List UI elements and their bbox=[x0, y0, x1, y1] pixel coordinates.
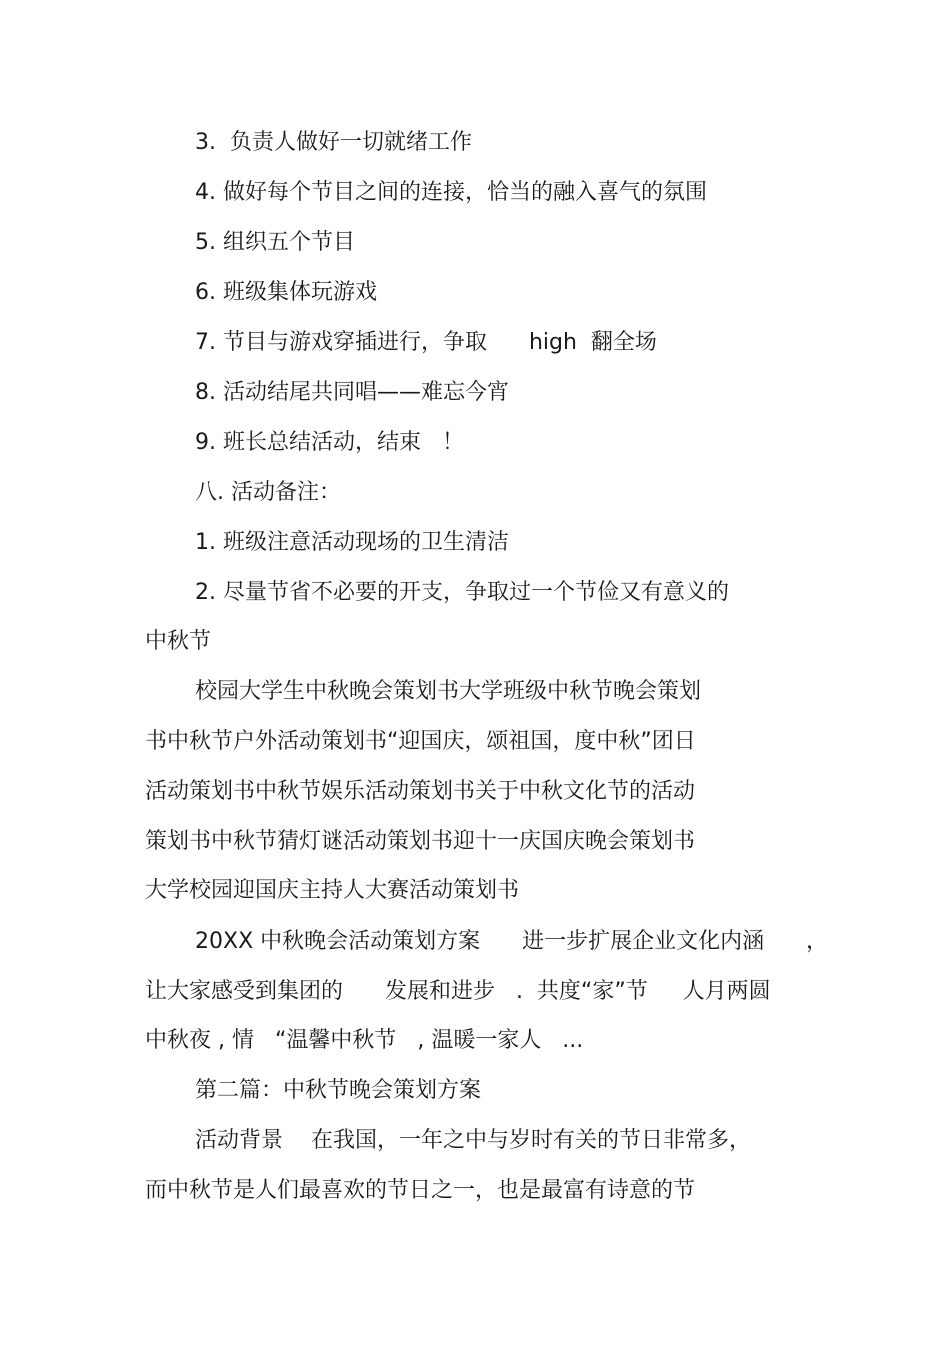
summary-paragraph-line-1: 20XX 中秋晚会活动策划方案 进一步扩展企业文化内涵 ， bbox=[195, 929, 829, 954]
list-item-4: 4. 做好每个节目之间的连接，恰当的融入喜气的氛围 bbox=[195, 180, 707, 205]
summary-paragraph-line-3: 中秋夜 , 情 “温馨中秋节 , 温暖一家人 ... bbox=[145, 1028, 584, 1053]
list-item-7: 7. 节目与游戏穿插进行，争取 high 翻全场 bbox=[195, 330, 657, 355]
related-links-paragraph-line-4: 策划书中秋节猜灯谜活动策划书迎十一庆国庆晚会策划书 bbox=[145, 829, 696, 854]
note-item-1: 1. 班级注意活动现场的卫生清洁 bbox=[195, 530, 509, 555]
related-links-paragraph-line-1: 校园大学生中秋晚会策划书大学班级中秋节晚会策划 bbox=[195, 679, 702, 704]
background-paragraph-line-1: 活动背景 在我国，一年之中与岁时有关的节日非常多， bbox=[195, 1128, 751, 1153]
related-links-paragraph-line-2: 书中秋节户外活动策划书“迎国庆，颂祖国，度中秋”团日 bbox=[145, 729, 696, 754]
list-item-3: 3. 负责人做好一切就绪工作 bbox=[195, 130, 472, 155]
summary-paragraph-line-2: 让大家感受到集团的 发展和进步 . 共度“家”节 人月两圆 bbox=[145, 979, 771, 1004]
related-links-paragraph-line-3: 活动策划书中秋节娱乐活动策划书关于中秋文化节的活动 bbox=[145, 779, 696, 804]
list-item-5: 5. 组织五个节目 bbox=[195, 230, 355, 255]
chapter-heading: 第二篇：中秋节晚会策划方案 bbox=[195, 1078, 482, 1103]
note-item-2: 2. 尽量节省不必要的开支，争取过一个节俭又有意义的 bbox=[195, 580, 729, 605]
section-heading-notes: 八. 活动备注： bbox=[195, 480, 341, 505]
list-item-6: 6. 班级集体玩游戏 bbox=[195, 280, 377, 305]
list-item-8: 8. 活动结尾共同唱——难忘今宵 bbox=[195, 380, 509, 405]
note-item-2-continued: 中秋节 bbox=[145, 629, 212, 654]
related-links-paragraph-line-5: 大学校园迎国庆主持人大赛活动策划书 bbox=[145, 878, 520, 903]
background-paragraph-line-2: 而中秋节是人们最喜欢的节日之一，也是最富有诗意的节 bbox=[145, 1178, 696, 1203]
list-item-9: 9. 班长总结活动，结束 ！ bbox=[195, 430, 464, 455]
